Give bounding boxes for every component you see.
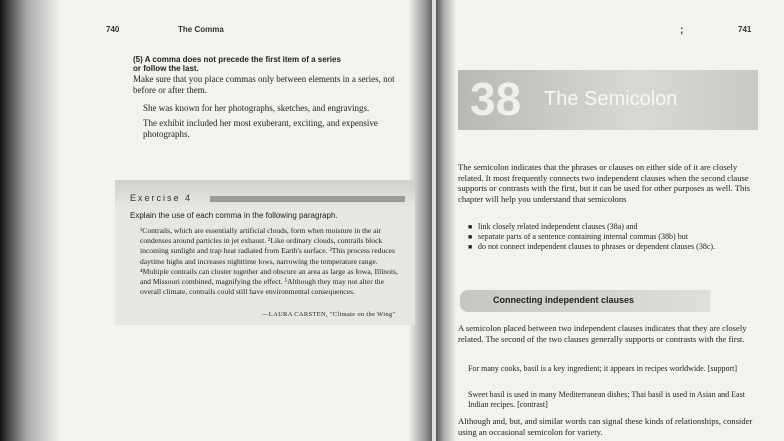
example-sentence: For many cooks, basil is a key ingredient; it appears in recipes worldwide. [support] bbox=[468, 364, 738, 373]
page-number-right: 741 bbox=[738, 25, 752, 34]
exercise-title-bar bbox=[210, 196, 405, 202]
page-number-left: 740 bbox=[106, 25, 120, 34]
running-head-left: The Comma bbox=[178, 25, 224, 34]
chapter-number: 38 bbox=[470, 73, 522, 125]
bullet-icon: ■ bbox=[468, 223, 473, 231]
objectives-list bbox=[468, 222, 758, 252]
running-mark: ; bbox=[680, 25, 684, 36]
example-sentence: Sweet basil is used in many Mediterranean dishes; Thai basil is used in Asian and East Indian recipes. [contrast] bbox=[468, 390, 745, 409]
rule-text: Make sure that you place commas only between elements in a series, not before or after them. bbox=[133, 74, 395, 95]
exercise-paragraph: ¹Contrails, which are essentially artificial clouds, form when moisture in the air condenses around particles in jet exhaust. ²Like ordinary clouds, contrails block incoming sunlight and trap heat radiated from Earth's surface. ³This process reduces daytime highs and increases nighttime lows, narrowing the temperature range. ⁴Multiple contrails can cluster together and obscure an area as large as Iowa, Illinois, and Missouri combined, magnifying the effect. ⁵Although they may not alter the overall climate, contrails could still have environmental consequences. bbox=[140, 226, 398, 297]
example-sentence: She was known for her photographs, sketches, and engravings. bbox=[143, 103, 370, 113]
rule-heading-line2: or follow the last. bbox=[133, 64, 199, 73]
list-item: ■ do not connect independent clauses to phrases or dependent clauses (38c). bbox=[468, 242, 716, 251]
list-item: ■ separate parts of a sentence containing internal commas (38b) but bbox=[468, 232, 688, 241]
gutter-shadow-right bbox=[436, 0, 456, 441]
right-page bbox=[436, 0, 784, 441]
section-text: A semicolon placed between two independent clauses indicates that they are closely related. The second of the two clauses generally supports or contrasts with the first. bbox=[458, 323, 747, 344]
closing-text: Although and, but, and similar words can signal these kinds of relationships, consider using an occasional semicolon for variety. bbox=[458, 416, 753, 437]
page-edge-shadow bbox=[0, 0, 60, 441]
rule-heading bbox=[133, 55, 413, 73]
exercise-title: Exercise 4 bbox=[130, 193, 193, 203]
chapter-banner bbox=[458, 70, 758, 130]
section-heading-band bbox=[460, 290, 710, 312]
chapter-title: The Semicolon bbox=[544, 88, 678, 110]
chapter-intro: The semicolon indicates that the phrases or clauses on either side of it are closely related. It most frequently connects two independent clauses when the second clause supports or contrasts with the first, but it can be used for other purposes as well. This chapter will help you understand that semicolons bbox=[458, 162, 750, 204]
rule-heading-line1: (5) A comma does not precede the first item of a series bbox=[133, 55, 341, 64]
example-sentence: The exhibit included her most exuberant, exciting, and expensive photographs. bbox=[143, 118, 378, 139]
list-item: ■ link closely related independent clauses (38a) and bbox=[468, 222, 638, 231]
bullet-icon: ■ bbox=[468, 243, 473, 251]
attribution: —LAURA CARSTEN, "Climate on the Wing" bbox=[262, 311, 396, 318]
exercise-instruction: Explain the use of each comma in the following paragraph. bbox=[130, 211, 338, 220]
bullet-icon: ■ bbox=[468, 233, 473, 241]
section-heading: Connecting independent clauses bbox=[493, 295, 635, 305]
